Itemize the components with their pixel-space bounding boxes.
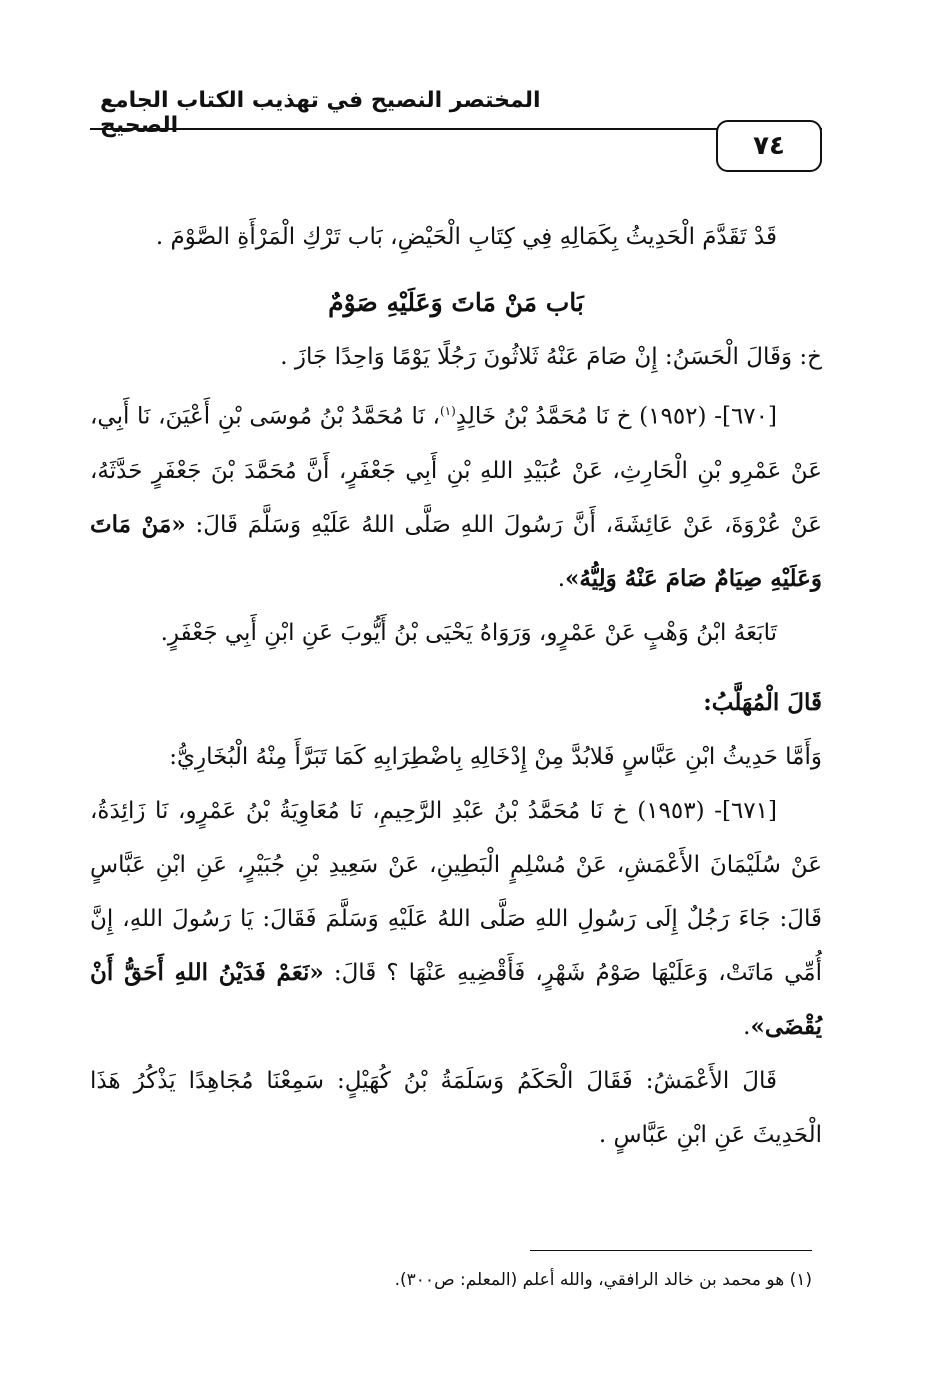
footnote-ref-1[interactable]: (١) [439,404,456,418]
hadith-671-quote: «نَعَمْ فَدَيْنُ اللهِ أَحَقُّ أَنْ يُقْضَى» [90,958,822,1040]
hadith-670-opening: [٦٧٠]- (١٩٥٢) خ نَا مُحَمَّدُ بْنُ خَالِدٍ [455,403,777,430]
hadith-671-end: . [743,1013,751,1040]
page-number: ٧٤ [753,131,785,161]
running-header-title: المختصر النصيح في تهذيب الكتاب الجامع الصحيح [100,88,541,138]
footnote-rule [530,1250,812,1251]
hadith-671-text: [٦٧١]- (١٩٥٣) خ نَا مُحَمَّدُ بْنُ عَبْدِ الرَّحِيمِ، نَا مُعَاوِيَةُ بْنُ عَمْرٍو، نَا زَائِدَةُ، عَنْ سُلَيْمَانَ الأَعْمَشِ، عَنْ مُسْلِمٍ الْبَطِينِ، عَنْ سَعِيدِ بْنِ جُبَيْرٍ، عَنِ ابْنِ عَبَّاسٍ قَالَ: جَاءَ رَجُلٌ إِلَى رَسُولِ اللهِ صَلَّى اللهُ عَلَيْهِ وَسَلَّمَ فَقَالَ: يَا رَسُولَ اللهِ، إِنَّ أُمِّي مَاتَتْ، وَعَلَيْهَا صَوْمُ شَهْرٍ، فَأَقْضِيهِ عَنْهَا ؟ قَالَ: [90,797,822,986]
hadith-670-quote: «مَنْ مَاتَ وَعَلَيْهِ صِيَامٌ صَامَ عَنْهُ وَلِيُّهُ» [90,510,822,592]
muhallab-heading: قَالَ الْمُهَلَّبُ: [703,688,822,716]
header-rule [90,128,822,130]
hadith-670-end: . [557,565,565,592]
tabaahu-paragraph: تَابَعَهُ ابْنُ وَهْبٍ عَنْ عَمْرٍو، وَرَوَاهُ يَحْيَى بْنُ أَيُّوبَ عَنِ ابْنِ أَبِي جَعْفَرٍ. [160,619,777,646]
hadith-670-chain: ، نَا مُحَمَّدُ بْنُ مُوسَى بْنِ أَعْيَنَ، نَا أَبِي، عَنْ عَمْرِو بْنِ الْحَارِثِ، عَنْ عُبَيْدِ اللهِ بْنِ أَبِي جَعْفَرٍ، أَنَّ مُحَمَّدَ بْنَ جَعْفَرٍ حَدَّثَهُ، عَنْ عُرْوَةَ، عَنْ عَائِشَةَ، أَنَّ رَسُولَ اللهِ صَلَّى اللهُ عَلَيْهِ وَسَلَّمَ قَالَ: [90,403,822,538]
intro-paragraph: قَدْ تَقَدَّمَ الْحَدِيثُ بِكَمَالِهِ فِي كِتَابِ الْحَيْضِ، بَاب تَرْكِ الْمَرْأَةِ الصَّوْمَ . [155,224,777,250]
hasan-quote-paragraph: خ: وَقَالَ الْحَسَنُ: إِنْ صَامَ عَنْهُ ثَلاثُونَ رَجُلًا يَوْمًا وَاحِدًا جَازَ . [280,344,822,370]
hadith-670-paragraph [90,384,822,606]
footnote-1: (١) هو محمد بن خالد الرافقي، والله أعلم (المعلم: ص٣٠٠). [394,1270,812,1290]
chapter-title: بَاب مَنْ مَاتَ وَعَلَيْهِ صَوْمٌ [328,288,584,317]
amash-paragraph: قَالَ الأَعْمَشُ: فَقَالَ الْحَكَمُ وَسَلَمَةُ بْنُ كُهَيْلٍ: سَمِعْنَا مُجَاهِدًا يَذْكُرُ هَذَا الْحَدِيثَ عَنِ ابْنِ عَبَّاسٍ . [90,1067,822,1148]
muhallab-paragraph: وَأَمَّا حَدِيثُ ابْنِ عَبَّاسٍ فَلابُدَّ مِنْ إِدْخَالِهِ بِاضْطِرَابِهِ كَمَا تَبَرَّأَ مِنْهُ الْبُخَارِيُّ: [169,743,822,770]
main-text [90,210,822,1162]
hadith-671-paragraph [90,784,822,1054]
page-number-box [716,120,822,172]
